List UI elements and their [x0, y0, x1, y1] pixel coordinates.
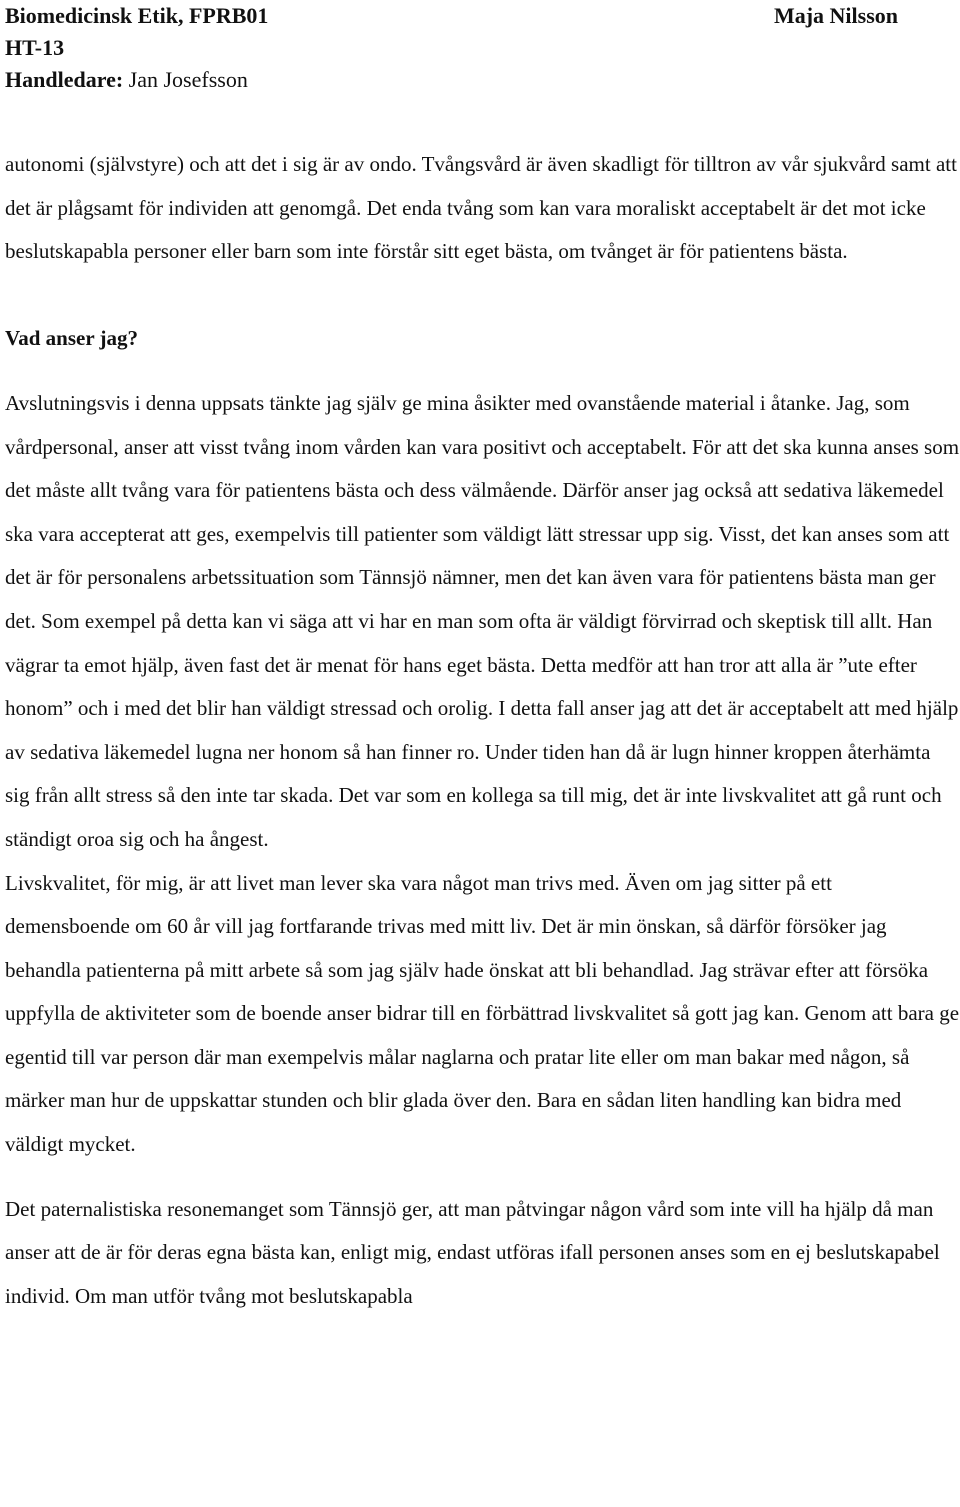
supervisor-label: Handledare: [5, 67, 124, 92]
author-name: Maja Nilsson [773, 3, 898, 28]
header-row-term [5, 32, 950, 64]
paragraph-2: Avslutningsvis i denna uppsats tänkte jag själv ge mina åsikter med ovanstående material i åtanke. Jag, som vårdpersonal, anser att visst tvång inom vården kan vara positivt och acceptabelt. För att det ska kunna anses som det måste allt tvång vara för patientens bästa och dess välmående. Därför anser jag också att sedativa läkemedel ska vara accepterat att ges, exempelvis till patienter som väldigt lätt stressar upp sig. Visst, det kan anses som att det är för personalens arbetssituation som Tännsjö nämner, men det kan även vara för patientens bästa man ger det. Som exempel på detta kan vi säga att vi har en man som ofta är väldigt förvirrad och skeptisk till allt. Han vägrar ta emot hjälp, även fast det är menat för hans eget bästa. Detta medför att han tror att alla är ”ute efter honom” och i med det blir han väldigt stressad och orolig. I detta fall anser jag att det är acceptabelt att med hjälp av sedativa läkemedel lugna ner honom så han finner ro. Under tiden han då är lugn hinner kroppen återhämta sig från allt stress så den inte tar skada. Det var som en kollega sa till mig, det är inte livskvalitet att gå runt och ständigt oroa sig och ha ångest. [5, 390, 960, 851]
paragraph-spacer [5, 1167, 960, 1188]
paragraph-4: Det paternalistiska resonemanget som Tännsjö ger, att man påtvingar någon vård som inte vill ha hjälp då man anser att de är för deras egna bästa kan, enligt mig, endast utföras ifall personen anses som en ej beslutskapabel individ. Om man utför tvång mot beslutskapabla [5, 1196, 940, 1308]
paragraph-3: Livskvalitet, för mig, är att livet man lever ska vara något man trivs med. Även om jag sitter på ett demensboende om 60 år vill jag fortfarande trivas med mitt liv. Det är min önskan, så därför försöker jag behandla patienterna på mitt arbete så som jag själv hade önskat att bli behandlad. Jag strävar efter att försöka uppfylla de aktiviteter som de boende anser bidrar till en förbättrad livskvalitet så gott jag kan. Genom att bara ge egentid till var person där man exempelvis målar naglarna och pratar lite eller om man bakar med någon, så märker man hur de uppskattar stunden och blir glada över den. Bara en sådan liten handling kan bidra med väldigt mycket. [5, 870, 960, 1157]
heading-spacer [5, 361, 960, 382]
document-body [5, 143, 960, 1318]
course-title: Biomedicinsk Etik, FPRB01 [5, 3, 269, 28]
page-header [5, 0, 950, 96]
supervisor-line [5, 64, 248, 96]
paragraph-spacer [5, 274, 960, 318]
section-heading: Vad anser jag? [5, 326, 139, 351]
header-row-course [5, 0, 950, 32]
paragraph-1: autonomi (självstyre) och att det i sig är av ondo. Tvångsvård är även skadligt för tilltron av vår sjukvård samt att det är plågsamt för individen att genomgå. Det enda tvång som kan vara moraliskt acceptabelt är det mot icke beslutskapabla personer eller barn som inte förstår sitt eget bästa, om tvånget är för patientens bästa. [5, 152, 957, 264]
header-row-supervisor [5, 64, 950, 96]
supervisor-name: Jan Josefsson [128, 67, 248, 92]
term-label: HT-13 [5, 35, 65, 60]
